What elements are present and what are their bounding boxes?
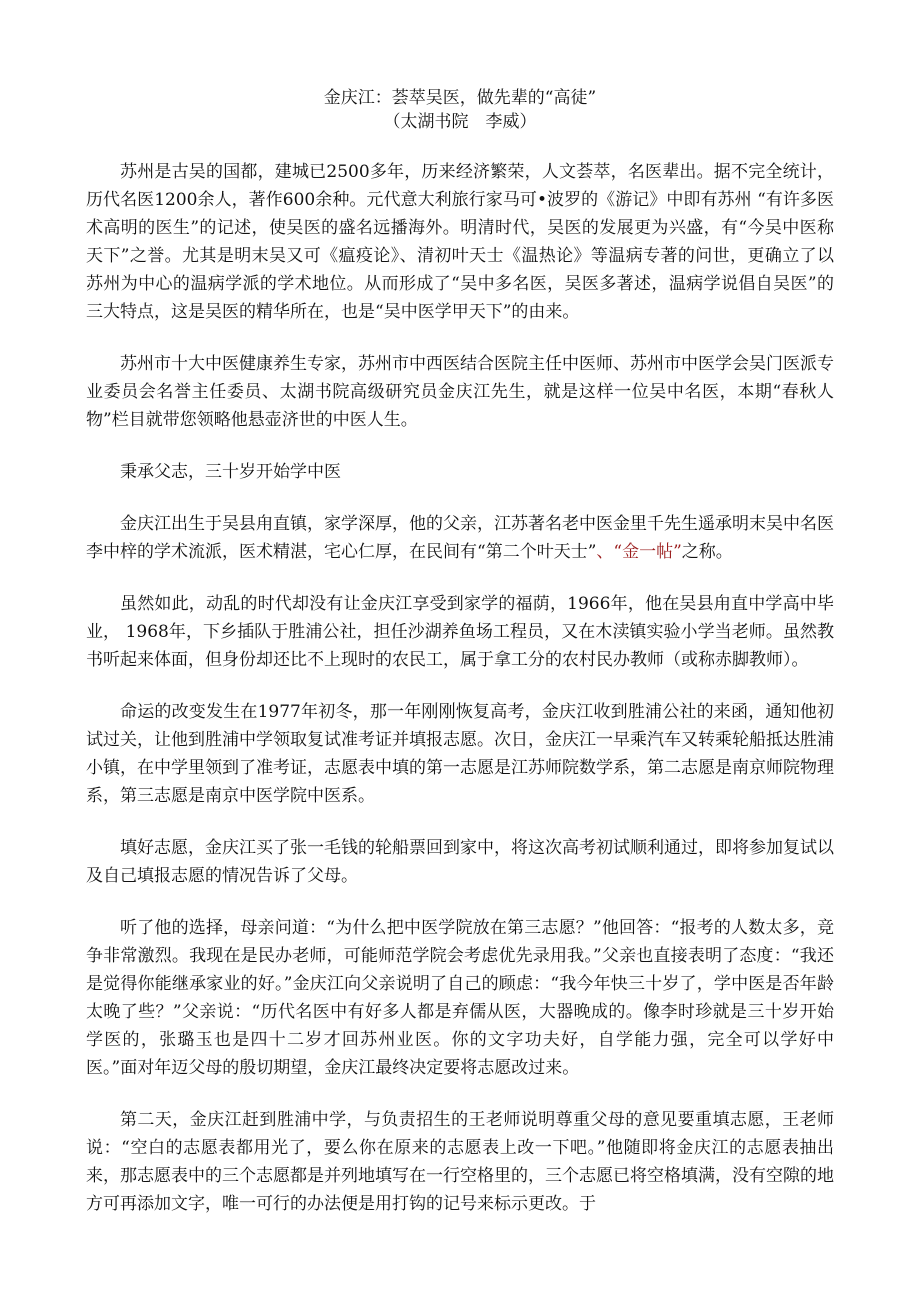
paragraph-birth-text: 金庆江出生于吴县甪直镇，家学深厚，他的父亲，江苏著名老中医金里千先生遥承明末吴中名医李中梓的学术流派，医术精湛，宅心仁厚，在民间有“第二个叶天士”: [86, 514, 834, 562]
paragraph-change-form: 第二天，金庆江赶到胜浦中学，与负责招生的王老师说明尊重父母的意见要重填志愿，王老师说：“空白的志愿表都用光了，要么你在原来的志愿表上改一下吧。”他随即将金庆江的志愿表抽出来，那志愿表中的三个志愿都是并列地填写在一行空格里的，三个志愿已将空格填满，没有空隙的地方可再添加文字，唯一可行的办法便是用打钩的记号来标示更改。于: [86, 1110, 834, 1214]
highlighted-nickname: 、“金一帖”: [596, 542, 682, 562]
paragraph-parents-talk: 听了他的选择，母亲问道：“为什么把中医学院放在第三志愿？”他回答：“报考的人数太多，竞争非常激烈。我现在是民办老师，可能师范学院会考虑优先录用我。”父亲也直接表明了态度：“我还是觉得你能继承家业的好。”金庆江向父亲说明了自己的顾虑：“我今年快三十岁了，学中医是否年龄太晚了些？”父亲说：“历代名医中有好多人都是弃儒从医，大器晚成的。像李时珍就是三十岁开始学医的，张璐玉也是四十二岁才回苏州业医。你的文字功夫好，自学能力强，完全可以学好中医。”面对年迈父母的殷切期望，金庆江最终决定要将志愿改过来。: [86, 918, 834, 1078]
paragraph-exam: 命运的改变发生在1977年初冬，那一年刚刚恢复高考，金庆江收到胜浦公社的来函，通知他初试过关，让他到胜浦中学领取复试准考证并填报志愿。次日，金庆江一早乘汽车又转乘轮船抵达胜浦小镇，在中学里领到了准考证，志愿表中填的第一志愿是江苏师院数学系，第二志愿是南京师院物理系，第三志愿是南京中医学院中医系。: [86, 702, 834, 806]
paragraph-return-home: 填好志愿，金庆江买了张一毛钱的轮船票回到家中，将这次高考初试顺利通过，即将参加复试以及自己填报志愿的情况告诉了父母。: [86, 838, 834, 886]
paragraph-birth-tail: 之称。: [681, 542, 733, 562]
section-heading: 秉承父志，三十岁开始学中医: [120, 462, 341, 482]
paragraph-birth: [86, 510, 834, 566]
article-title: 金庆江：荟萃吴医，做先辈的“高徒”: [323, 88, 597, 108]
paragraph-youth: 虽然如此，动乱的时代却没有让金庆江享受到家学的福荫，1966年，他在吴县甪直中学高中毕业， 1968年，下乡插队于胜浦公社，担任沙湖养鱼场工程员，又在木渎镇实验小学当老师。虽然教书听起来体面，但身份却还比不上现时的农民工，属于拿工分的农村民办教师（或称赤脚教师）。: [86, 594, 834, 670]
paragraph-profile: 苏州市十大中医健康养生专家，苏州市中西医结合医院主任中医师、苏州市中医学会吴门医派专业委员会名誉主任委员、太湖书院高级研究员金庆江先生，就是这样一位吴中名医，本期“春秋人物”栏目就带您领略他悬壶济世的中医人生。: [86, 354, 834, 430]
article-byline: （太湖书院 李威）: [383, 112, 537, 132]
document-page: [86, 86, 834, 1242]
paragraph-intro: 苏州是古吴的国都，建城已2500多年，历来经济繁荣，人文荟萃，名医辈出。据不完全统计，历代名医1200余人，著作600余种。元代意大利旅行家马可•波罗的《游记》中即有苏州 “有许多医术高明的医生”的记述，使吴医的盛名远播海外。明清时代，吴医的发展更为兴盛，有“今吴中医称天下”之誉。尤其是明末吴又可《瘟疫论》、清初叶天士《温热论》等温病专著的问世，更确立了以苏州为中心的温病学派的学术地位。从而形成了“吴中多名医，吴医多著述，温病学说倡自吴医”的三大特点，这是吴医的精华所在，也是“吴中医学甲天下”的由来。: [86, 162, 834, 322]
